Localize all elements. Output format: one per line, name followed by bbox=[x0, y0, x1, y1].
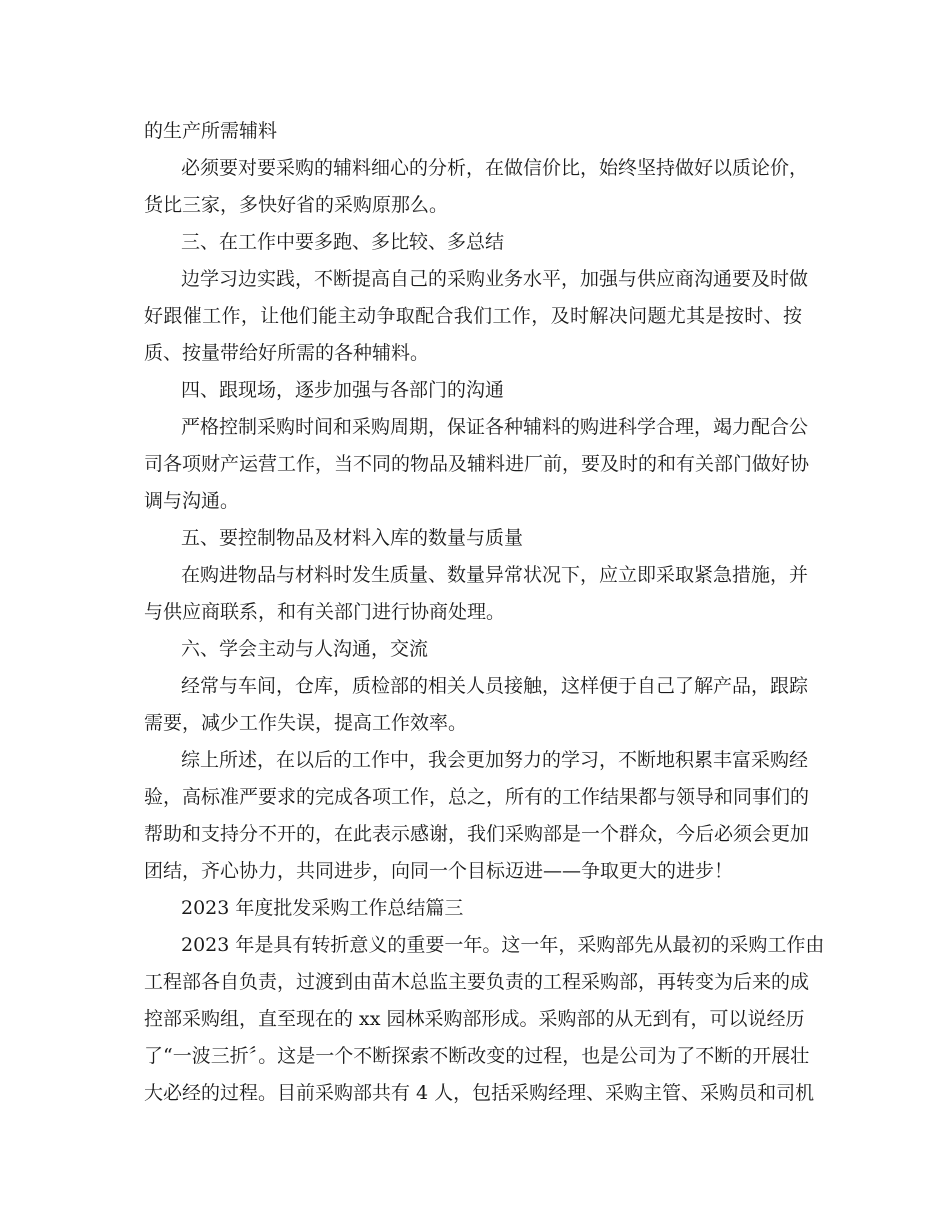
text-line: 与供应商联系，和有关部门进行协商处理。 bbox=[144, 601, 506, 623]
text-line: 在购进物品与材料时发生质量、数量异常状况下，应立即采取紧急措施，并 bbox=[181, 564, 809, 586]
text-line: 验，高标准严要求的完成各项工作，总之，所有的工作结果都与领导和同事们的 bbox=[144, 786, 810, 808]
text-line: 大必经的过程。目前采购部共有 4 人，包括采购经理、采购主管、采购员和司机 bbox=[144, 1082, 815, 1104]
text-line: 了“一波三折〞。这是一个不断探索不断改变的过程，也是公司为了不断的开展壮 bbox=[144, 1045, 810, 1067]
text-line: 工程部各自负责，过渡到由苗木总监主要负责的工程采购部，再转变为后来的成 bbox=[144, 971, 810, 993]
text-line: 好跟催工作，让他们能主动争取配合我们工作，及时解决问题尤其是按时、按 bbox=[144, 305, 802, 327]
text-line: 控部采购组，直至现在的 xx 园林采购部形成。采购部的从无到有，可以说经历 bbox=[144, 1008, 805, 1030]
text-line: 2023 年度批发采购工作总结篇三 bbox=[181, 897, 464, 919]
document-body bbox=[144, 113, 825, 1112]
text-line: 帮助和支持分不开的，在此表示感谢，我们采购部是一个群众，今后必须会更加 bbox=[144, 823, 810, 845]
text-line: 综上所述，在以后的工作中，我会更加努力的学习，不断地积累丰富采购经 bbox=[181, 749, 809, 771]
text-line: 五、要控制物品及材料入库的数量与质量 bbox=[181, 527, 524, 549]
text-line: 边学习边实践，不断提高自己的采购业务水平，加强与供应商沟通要及时做 bbox=[181, 268, 809, 290]
text-line: 三、在工作中要多跑、多比较、多总结 bbox=[181, 231, 505, 253]
text-line: 司各项财产运营工作，当不同的物品及辅料进厂前，要及时的和有关部门做好协 bbox=[144, 453, 810, 475]
text-line: 需要，减少工作失误，提高工作效率。 bbox=[144, 712, 468, 734]
text-line: 质、按量带给好所需的各种辅料。 bbox=[144, 342, 430, 364]
text-line: 六、学会主动与人沟通，交流 bbox=[181, 638, 429, 660]
text-line: 团结，齐心协力，共同进步，向同一个目标迈进——争取更大的进步！ bbox=[144, 860, 734, 882]
text-line: 的生产所需辅料 bbox=[144, 120, 278, 142]
text-line: 调与沟通。 bbox=[144, 490, 240, 512]
text-line: 四、跟现场，逐步加强与各部门的沟通 bbox=[181, 379, 505, 401]
text-line: 2023 年是具有转折意义的重要一年。这一年，采购部先从最初的采购工作由 bbox=[181, 934, 825, 956]
text-line: 经常与车间，仓库，质检部的相关人员接触，这样便于自己了解产品，跟踪 bbox=[181, 675, 809, 697]
text-line: 必须要对要采购的辅料细心的分析，在做信价比，始终坚持做好以质论价， bbox=[181, 157, 809, 179]
text-line: 货比三家，多快好省的采购原那么。 bbox=[144, 194, 449, 216]
text-line: 严格控制采购时间和采购周期，保证各种辅料的购进科学合理，竭力配合公 bbox=[181, 416, 809, 438]
